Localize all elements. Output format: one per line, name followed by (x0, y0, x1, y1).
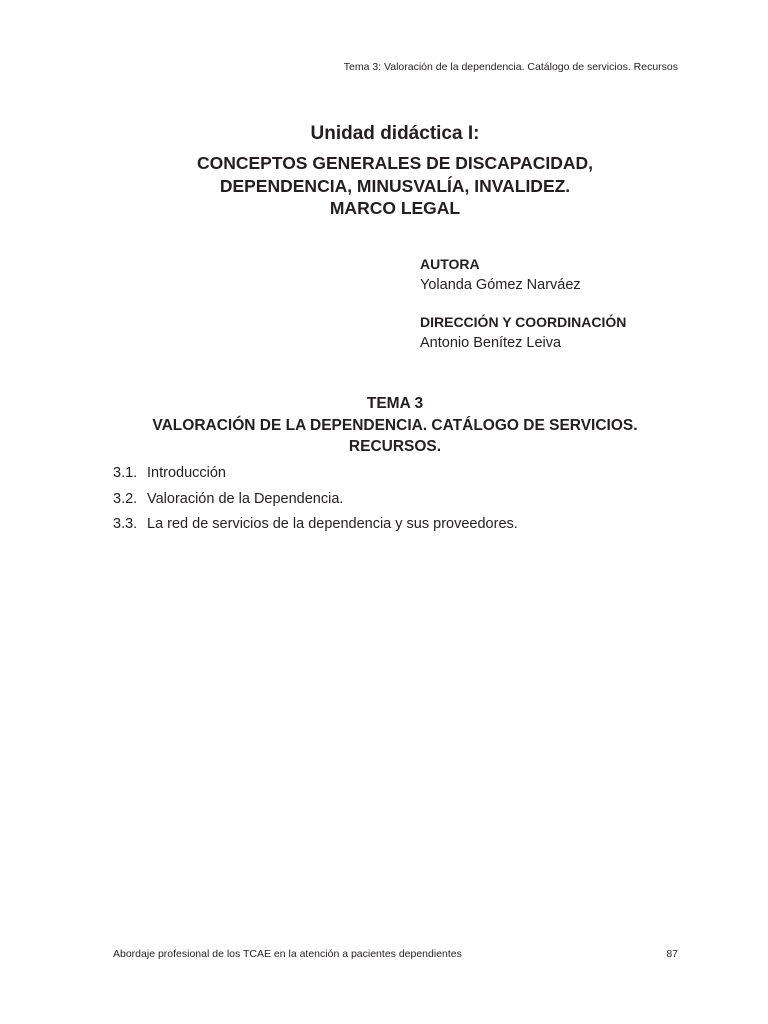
toc-item-text: Introducción (147, 465, 226, 481)
page-number: 87 (666, 948, 678, 960)
toc-item (113, 462, 518, 488)
tema-heading (0, 393, 768, 458)
unit-title: Unidad didáctica I: (310, 123, 480, 144)
tema-label: TEMA 3 (366, 395, 424, 412)
unit-subtitle-line: CONCEPTOS GENERALES DE DISCAPACIDAD, (196, 153, 594, 173)
toc-item-text: Valoración de la Dependencia. (147, 490, 344, 507)
unit-subtitle-line: MARCO LEGAL (329, 198, 461, 218)
toc-item-number: 3.2. (113, 490, 138, 507)
unit-subtitle (0, 152, 768, 220)
toc-item-text: La red de servicios de la dependencia y sus proveedores. (147, 516, 518, 532)
direction-name: Antonio Benítez Leiva (420, 335, 562, 351)
credits-block (420, 254, 720, 354)
table-of-contents (113, 462, 518, 539)
tema-title-line: RECURSOS. (348, 438, 442, 455)
author-label: AUTORA (420, 256, 480, 272)
footer-book-title: Abordaje profesional de los TCAE en la atención a pacientes dependientes (113, 948, 462, 960)
toc-item-number: 3.1. (113, 465, 138, 481)
toc-item (113, 488, 518, 514)
running-head: Tema 3: Valoración de la dependencia. Catálogo de servicios. Recursos (343, 61, 678, 73)
tema-title-line: VALORACIÓN DE LA DEPENDENCIA. CATÁLOGO DE SERVICIOS. (152, 416, 638, 434)
toc-item (113, 513, 518, 539)
unit-subtitle-line: DEPENDENCIA, MINUSVALÍA, INVALIDEZ. (219, 175, 571, 196)
author-name: Yolanda Gómez Narváez (420, 277, 581, 293)
toc-item-number: 3.3. (113, 516, 138, 532)
direction-label: DIRECCIÓN Y COORDINACIÓN (420, 314, 627, 330)
